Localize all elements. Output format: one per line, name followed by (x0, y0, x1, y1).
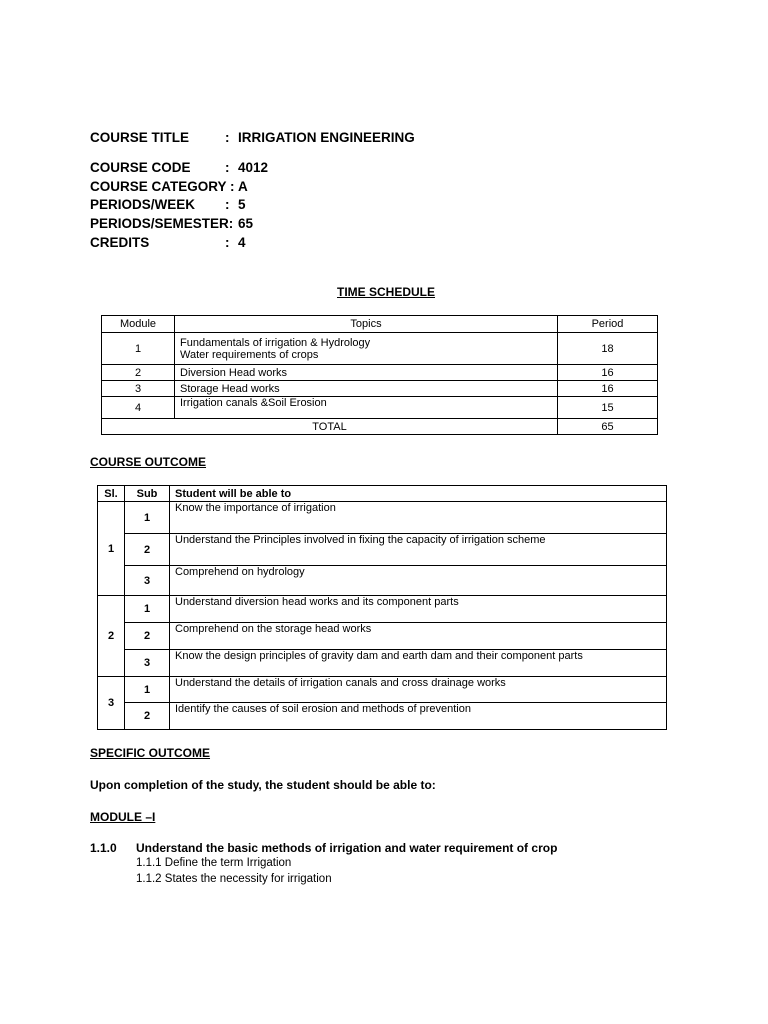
periods-week-value: 5 (238, 197, 246, 212)
period-cell: 16 (558, 381, 658, 397)
topic-cell: Irrigation canals &Soil Erosion (175, 397, 558, 419)
separator: : (225, 235, 230, 250)
statement-cell: Identify the causes of soil erosion and methods of prevention (170, 703, 667, 730)
periods-week-label: PERIODS/WEEK (90, 197, 196, 212)
period-cell: 15 (558, 397, 658, 419)
time-schedule-table (101, 315, 658, 435)
topic-line: Water requirements of crops (180, 348, 319, 361)
module-cell: 2 (102, 365, 175, 381)
periods-semester-value: 65 (238, 216, 254, 231)
sub-cell: 1 (125, 677, 170, 703)
table-row (98, 566, 667, 596)
topic-line: Fundamentals of irrigation & Hydrology (180, 336, 371, 349)
column-header-module: Module (102, 316, 175, 333)
course-category-label: COURSE CATEGORY : (90, 179, 235, 194)
column-header-sl: Sl. (98, 486, 125, 502)
sub-cell: 2 (125, 703, 170, 730)
statement-cell: Understand the details of irrigation canals and cross drainage works (170, 677, 667, 703)
topic-cell: Storage Head works (175, 381, 558, 397)
outcome-item-number: 1.1.0 (90, 841, 117, 855)
time-schedule-heading: TIME SCHEDULE (337, 285, 436, 299)
course-code-value: 4012 (238, 160, 269, 175)
table-row (98, 596, 667, 623)
specific-outcome-heading: SPECIFIC OUTCOME (90, 746, 211, 760)
statement-cell: Understand the Principles involved in fixing the capacity of irrigation scheme (170, 534, 667, 566)
table-header-row (102, 316, 658, 333)
table-header-row (98, 486, 667, 502)
module-cell: 3 (102, 381, 175, 397)
topic-cell (175, 333, 558, 365)
sub-cell: 3 (125, 650, 170, 677)
statement-cell: Know the importance of irrigation (170, 502, 667, 534)
course-title-label: COURSE TITLE (90, 130, 190, 145)
sub-cell: 2 (125, 534, 170, 566)
course-outcome-heading: COURSE OUTCOME (90, 455, 207, 469)
column-header-statement: Student will be able to (170, 486, 667, 502)
sub-cell: 1 (125, 596, 170, 623)
table-row (102, 381, 658, 397)
credits-label: CREDITS (90, 235, 150, 250)
periods-semester-label: PERIODS/SEMESTER: (90, 216, 234, 231)
column-header-period: Period (558, 316, 658, 333)
course-code-label: COURSE CODE (90, 160, 191, 175)
total-row (102, 419, 658, 435)
table-row (98, 703, 667, 730)
separator: : (225, 160, 230, 175)
statement-cell: Understand diversion head works and its component parts (170, 596, 667, 623)
sub-cell: 3 (125, 566, 170, 596)
course-category-value: A (238, 179, 248, 194)
column-header-topics: Topics (175, 316, 558, 333)
total-value: 65 (558, 419, 658, 435)
period-cell: 18 (558, 333, 658, 365)
module-cell: 4 (102, 397, 175, 419)
column-header-sub: Sub (125, 486, 170, 502)
statement-cell: Know the design principles of gravity dam and earth dam and their component parts (170, 650, 667, 677)
course-outcome-table (97, 485, 667, 730)
outcome-sub-item: 1.1.1 Define the term Irrigation (136, 857, 292, 869)
statement-cell: Comprehend on the storage head works (170, 623, 667, 650)
sl-cell: 2 (98, 596, 125, 677)
table-row (98, 677, 667, 703)
table-row (102, 397, 658, 419)
sl-cell: 3 (98, 677, 125, 730)
total-label: TOTAL (102, 419, 558, 435)
credits-value: 4 (238, 235, 246, 250)
separator: : (225, 130, 230, 145)
sub-cell: 2 (125, 623, 170, 650)
separator: : (225, 197, 230, 212)
outcome-sub-item: 1.1.2 States the necessity for irrigation (136, 873, 332, 885)
course-title-value: IRRIGATION ENGINEERING (238, 130, 415, 145)
period-cell: 16 (558, 365, 658, 381)
table-row (98, 502, 667, 534)
table-row (98, 650, 667, 677)
specific-outcome-intro: Upon completion of the study, the student should be able to: (90, 778, 436, 792)
sub-cell: 1 (125, 502, 170, 534)
statement-cell: Comprehend on hydrology (170, 566, 667, 596)
outcome-item-text: Understand the basic methods of irrigation and water requirement of crop (136, 841, 558, 855)
topic-cell: Diversion Head works (175, 365, 558, 381)
table-row (102, 365, 658, 381)
table-row (98, 623, 667, 650)
module-heading: MODULE –I (90, 810, 156, 824)
table-row (98, 534, 667, 566)
module-cell: 1 (102, 333, 175, 365)
sl-cell: 1 (98, 502, 125, 596)
table-row (102, 333, 658, 365)
